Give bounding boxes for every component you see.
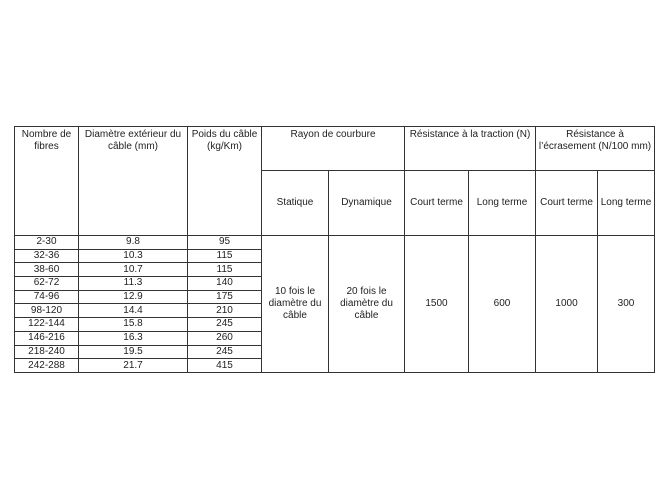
cell-poids: 140 — [188, 277, 262, 291]
header-poids: Poids du câble (kg/Km) — [188, 127, 262, 236]
cell-diametre: 15.8 — [79, 318, 188, 332]
header-rayon-dynamique: Dynamique — [329, 171, 405, 236]
cell-fibres: 98-120 — [15, 304, 79, 318]
cell-fibres: 32-36 — [15, 249, 79, 263]
cell-poids: 260 — [188, 331, 262, 345]
cell-diametre: 16.3 — [79, 331, 188, 345]
header-traction-court: Court terme — [405, 171, 469, 236]
cell-statique: 10 fois le diamètre du câble — [262, 236, 329, 373]
header-ecrasement: Résistance à l’écrasement (N/100 mm) — [536, 127, 655, 171]
header-ecrasement-court: Court terme — [536, 171, 598, 236]
cell-ecrasement-court: 1000 — [536, 236, 598, 373]
cable-spec-table — [14, 126, 655, 373]
cell-ecrasement-long: 300 — [598, 236, 655, 373]
cell-fibres: 74-96 — [15, 290, 79, 304]
cell-poids: 95 — [188, 236, 262, 250]
header-diametre: Diamètre extérieur du câble (mm) — [79, 127, 188, 236]
cell-poids: 210 — [188, 304, 262, 318]
cell-poids: 115 — [188, 263, 262, 277]
header-fibres: Nombre de fibres — [15, 127, 79, 236]
header-rayon: Rayon de courbure — [262, 127, 405, 171]
cell-fibres: 62-72 — [15, 277, 79, 291]
header-rayon-statique: Statique — [262, 171, 329, 236]
cell-diametre: 14.4 — [79, 304, 188, 318]
cell-traction-court: 1500 — [405, 236, 469, 373]
cell-poids: 175 — [188, 290, 262, 304]
cell-traction-long: 600 — [469, 236, 536, 373]
cell-diametre: 10.7 — [79, 263, 188, 277]
cell-diametre: 19.5 — [79, 345, 188, 359]
cell-fibres: 122-144 — [15, 318, 79, 332]
cell-diametre: 9.8 — [79, 236, 188, 250]
cell-fibres: 146-216 — [15, 331, 79, 345]
cell-fibres: 2-30 — [15, 236, 79, 250]
header-traction: Résistance à la traction (N) — [405, 127, 536, 171]
cell-diametre: 12.9 — [79, 290, 188, 304]
cell-poids: 245 — [188, 318, 262, 332]
cell-diametre: 11.3 — [79, 277, 188, 291]
cell-poids: 115 — [188, 249, 262, 263]
header-traction-long: Long terme — [469, 171, 536, 236]
cell-diametre: 10.3 — [79, 249, 188, 263]
cell-poids: 415 — [188, 359, 262, 373]
cell-fibres: 218-240 — [15, 345, 79, 359]
cell-dynamique: 20 fois le diamètre du câble — [329, 236, 405, 373]
cell-fibres: 38-60 — [15, 263, 79, 277]
table-row — [15, 236, 655, 250]
cell-poids: 245 — [188, 345, 262, 359]
header-ecrasement-long: Long terme — [598, 171, 655, 236]
cell-fibres: 242-288 — [15, 359, 79, 373]
cell-diametre: 21.7 — [79, 359, 188, 373]
